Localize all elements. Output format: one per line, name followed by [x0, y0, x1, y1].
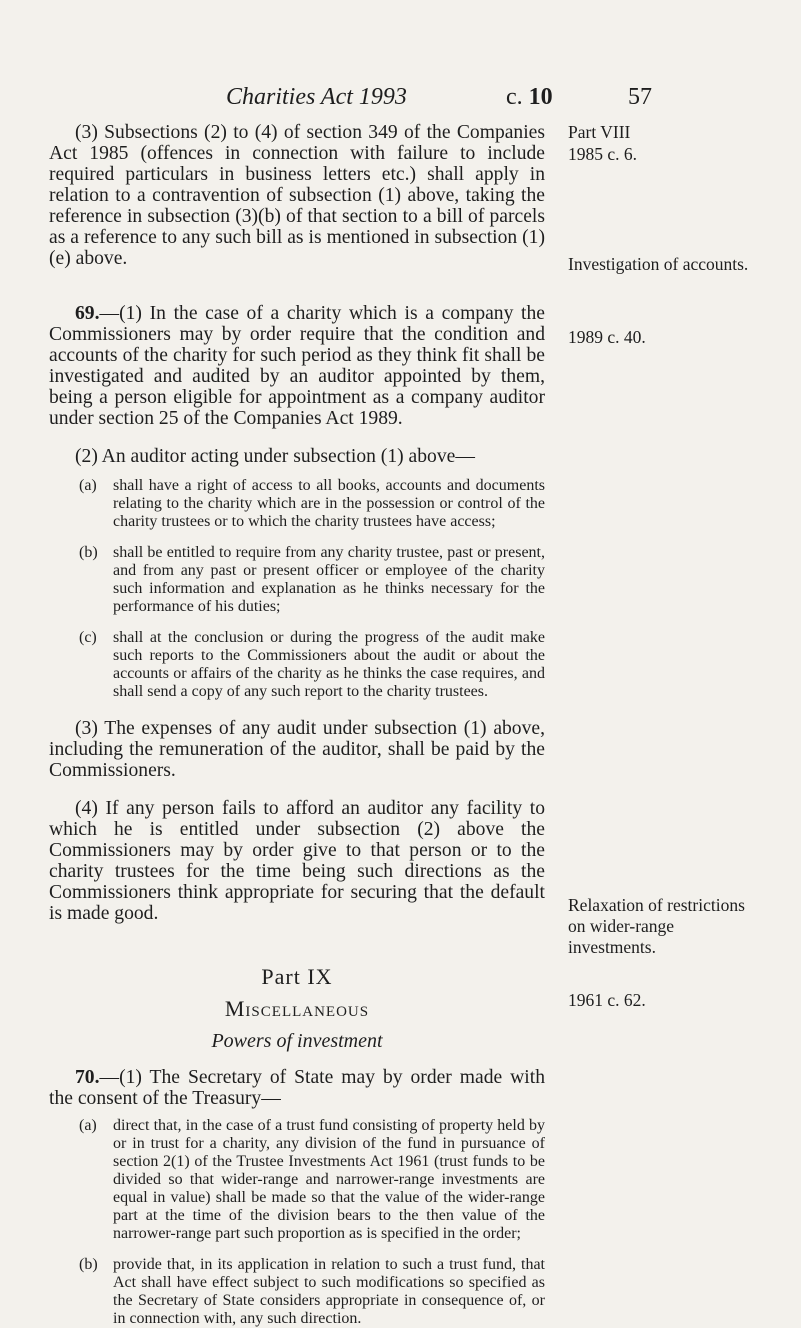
item-label: (b): [79, 544, 98, 561]
section-69-subsection-1-text: —(1) In the case of a charity which is a company the Commissioners may by order require that the condition and accounts of the charity for such period as they think fit shall be investigated and audited by an auditor appointed by them, being a person eligible for appointment as a company auditor under section 25 of the Companies Act 1989.: [49, 303, 545, 429]
section-69-2-item-c: [49, 629, 545, 701]
section-69-subsection-1: [49, 303, 545, 429]
item-text: shall have a right of access to all books, accounts and documents relating to the charity which are in the possession or control of the charity trustees or to which the charity trustees have access;: [113, 477, 545, 530]
section-70-number: 70.: [75, 1067, 100, 1088]
section-69-2-item-b: [49, 544, 545, 616]
item-text: shall be entitled to require from any charity trustee, past or present, and from any past or present officer or employee of the charity such information and explanation as he thinks necessary for the performance of his duties;: [113, 544, 545, 615]
main-text: [49, 122, 545, 1328]
sidenote-relaxation: Relaxation of restrictions on wider-range investments.: [568, 895, 745, 957]
section-70-1-item-a: [49, 1117, 545, 1243]
section-69-subsection-3: (3) The expenses of any audit under subsection (1) above, including the remuneration of the auditor, shall be paid by the Commissioners.: [49, 718, 545, 781]
item-label: (a): [79, 477, 97, 494]
section-69-subsection-2: (2) An auditor acting under subsection (1) above—: [75, 446, 475, 467]
section-68-subsection-3: (3) Subsections (2) to (4) of section 349 of the Companies Act 1985 (offences in connection with failure to include required particulars in business letters etc.) shall apply in relation to a contravention of subsection (1) above, taking the reference in subsection (3)(b) of that section to a bill of parcels as a reference to any such bill as is mentioned in subsection (1)(e) above.: [49, 122, 545, 269]
item-text: direct that, in the case of a trust fund consisting of property held by or in trust for a charity, any division of the fund in pursuance of section 2(1) of the Trustee Investments Act 1961 (trust funds to be divided so that wider-range and narrower-range investments are equal in value) shall be made so that the value of the wider-range part at the time of the division bears to the then value of the narrower-range part such proportion as is specified in the order;: [113, 1117, 545, 1242]
section-70-subsection-1: [49, 1067, 545, 1109]
part-title: Miscellaneous: [224, 996, 370, 1021]
section-69-subsection-4: (4) If any person fails to afford an auditor any facility to which he is entitled under subsection (2) above the Commissioners may by order give to that person or to the charity trustees for the time being such directions as the Commissioners think appropriate for securing that the default is made good.: [49, 798, 545, 924]
sidenote-ref-1989: 1989 c. 40.: [568, 327, 646, 347]
item-label: (b): [79, 1256, 98, 1273]
sidenote-ref-1985: 1985 c. 6.: [568, 144, 638, 164]
section-69-2-item-a: [49, 477, 545, 531]
part-heading: Part IX: [261, 964, 333, 989]
page-number: 57: [628, 84, 652, 110]
item-text: provide that, in its application in relation to such a trust fund, that Act shall have effect subject to such modifications so specified as the Secretary of State considers appropriate in consequence of, or in connection with, any such direction.: [113, 1256, 545, 1327]
item-label: (a): [79, 1117, 97, 1134]
section-70-subsection-1-text: —(1) The Secretary of State may by order made with the consent of the Treasury—: [49, 1067, 545, 1109]
act-title: Charities Act 1993: [226, 84, 407, 110]
sidenote-investigation: Investigation of accounts.: [568, 254, 749, 274]
section-70-1-item-b: [49, 1256, 545, 1328]
section-69-number: 69.: [75, 303, 100, 324]
chapter-prefix: c.: [506, 84, 523, 110]
sidenote-part-viii: Part VIII: [568, 122, 631, 142]
chapter-ref: [506, 84, 553, 111]
chapter-number: 10: [528, 84, 553, 110]
item-text: shall at the conclusion or during the progress of the audit make such reports to the Commissioners about the audit or about the accounts or affairs of the charity as he thinks the case requires, and shall send a copy of any such report to the charity trustees.: [113, 629, 545, 700]
cross-heading: Powers of investment: [211, 1030, 383, 1052]
sidenote-ref-1961: 1961 c. 62.: [568, 990, 646, 1010]
running-header: [0, 84, 801, 118]
item-label: (c): [79, 629, 97, 646]
